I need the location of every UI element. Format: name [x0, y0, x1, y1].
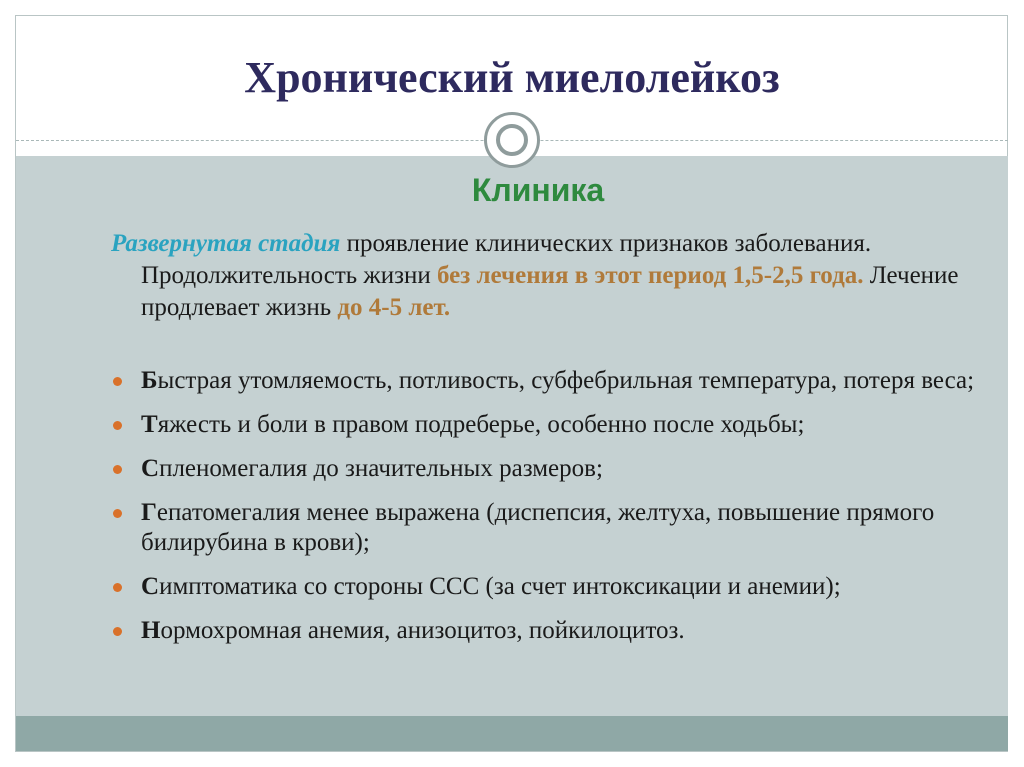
intro-highlight-2: до 4-5 лет. — [337, 294, 451, 321]
list-item — [113, 366, 983, 396]
list-item — [113, 498, 983, 558]
list-item — [113, 616, 983, 646]
stage-label: Развернутая стадия — [111, 230, 341, 257]
list-item-initial: Н — [141, 617, 161, 644]
list-item-initial: Г — [141, 499, 157, 526]
intro-text-1: проявление клинических признаков заболевания. Продолжительность жизни — [141, 230, 872, 289]
bullet-dot-icon — [113, 465, 122, 474]
list-item-text: епатомегалия менее выражена (диспепсия, желтуха, повышение прямого билирубина в крови); — [141, 499, 935, 556]
bullet-dot-icon — [113, 627, 122, 636]
circle-ornament-inner — [496, 124, 528, 156]
list-item — [113, 410, 983, 440]
bullet-dot-icon — [113, 509, 122, 518]
list-item — [113, 454, 983, 484]
list-item-text: ыстрая утомляемость, потливость, субфебрильная температура, потеря веса; — [157, 367, 975, 394]
list-item-text: ормохромная анемия, анизоцитоз, пойкилоцитоз. — [160, 617, 685, 644]
intro-paragraph — [111, 228, 1011, 324]
bullet-dot-icon — [113, 583, 122, 592]
circle-ornament-icon — [484, 112, 540, 168]
section-subtitle: Клиника — [471, 172, 605, 208]
list-item-initial: Т — [141, 411, 158, 438]
intro-text-2: Лечение продлевает жизнь — [141, 262, 959, 321]
list-item — [113, 572, 983, 602]
bullet-dot-icon — [113, 421, 122, 430]
list-item-initial: С — [141, 455, 160, 482]
list-item-initial: Б — [141, 367, 158, 394]
footer-bar — [16, 716, 1008, 751]
list-item-text: яжесть и боли в правом подреберье, особенно после ходьбы; — [157, 411, 805, 438]
slide-title: Хронический миелолейкоз — [244, 53, 780, 102]
list-item-text: пленомегалия до значительных размеров; — [159, 455, 603, 482]
bullet-dot-icon — [113, 377, 122, 386]
symptom-list — [113, 366, 983, 660]
list-item-text: имптоматика со стороны ССС (за счет интоксикации и анемии); — [159, 573, 841, 600]
intro-highlight-1: без лечения в этот период 1,5-2,5 года. — [436, 262, 864, 289]
list-item-initial: С — [141, 573, 160, 600]
